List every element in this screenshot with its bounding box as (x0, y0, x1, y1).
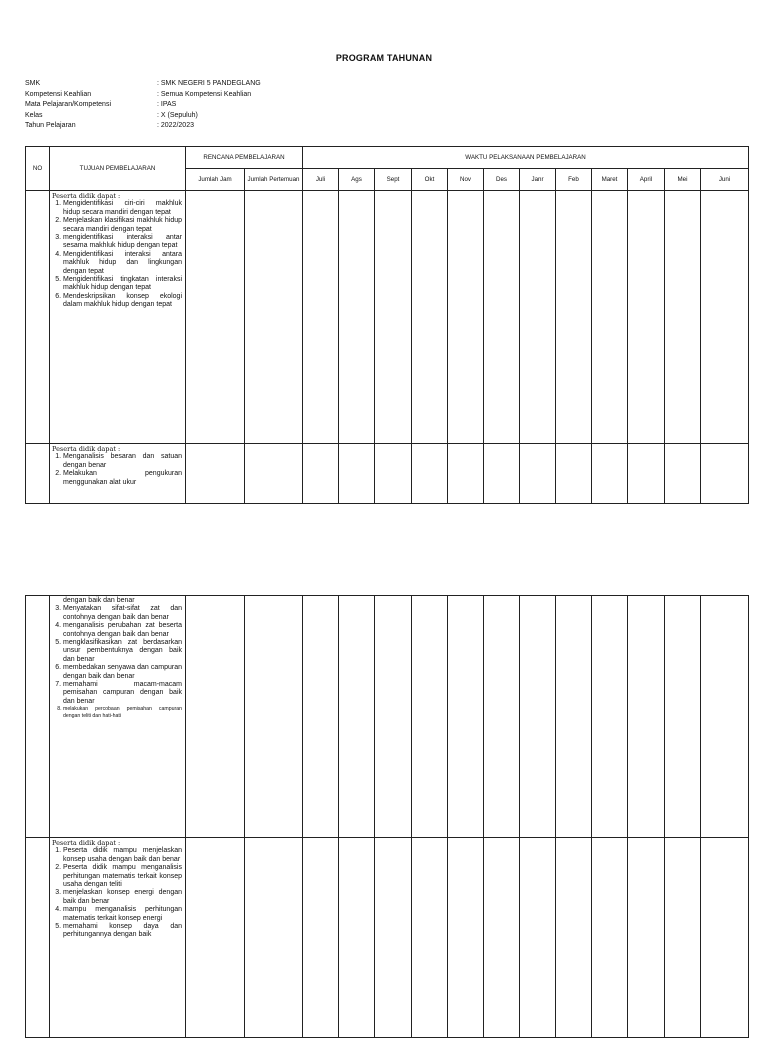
month-cell (628, 191, 665, 444)
month-cell (412, 191, 448, 444)
objective-item: 1. Peserta didik mampu menjelaskan konsep usaha dengan baik dan benar (63, 847, 182, 864)
objective-item: 6. Mendeskripsikan konsep ekologi dalam makhluk hidup dengan tepat (63, 293, 182, 310)
month-cell (628, 596, 665, 838)
plan-cell (186, 596, 245, 838)
month-cell (484, 191, 520, 444)
objectives-list (52, 847, 182, 939)
meta-row (25, 90, 261, 101)
month-cell (556, 838, 592, 1038)
header-month: Sept (375, 169, 412, 191)
month-cell (412, 444, 448, 504)
meta-value: : IPAS (157, 101, 177, 109)
objectives-lead: Peserta didik dapat : (52, 445, 121, 453)
meta-label: SMK (25, 80, 41, 87)
plan-cell (245, 444, 303, 504)
header-month: Juli (303, 169, 339, 191)
month-cell (701, 838, 749, 1038)
objective-item: 4. menganalisis perubahan zat beserta contohnya dengan baik dan benar (63, 622, 182, 639)
meta-value: : X (Sepuluh) (157, 111, 198, 119)
header-time: WAKTU PELAKSANAAN PEMBELAJARAN (303, 147, 749, 169)
objective-item: 3. Menyatakan sifat-sifat zat dan contohnya dengan baik dan benar (63, 605, 182, 622)
month-cell (665, 596, 701, 838)
month-cell (520, 596, 556, 838)
table-row (26, 596, 749, 838)
month-cell (339, 596, 375, 838)
plan-cell (186, 838, 245, 1038)
table-row (26, 191, 749, 444)
month-cell (701, 191, 749, 444)
meta-row (25, 79, 261, 90)
objective-item: 2. Peserta didik mampu menganalisis perhitungan matematis terkait konsep usaha dengan teliti (63, 864, 182, 889)
month-cell (412, 596, 448, 838)
month-cell (303, 444, 339, 504)
month-cell (448, 444, 484, 504)
objectives-continuation: dengan baik dan benar (63, 597, 135, 604)
header-no: NO (26, 147, 50, 191)
header-month: Okt (412, 169, 448, 191)
meta-value: : Semua Kompetensi Keahlian (157, 90, 252, 98)
header-month: Feb (556, 169, 592, 191)
annual-program-table (25, 146, 749, 504)
month-cell (448, 838, 484, 1038)
objectives-cell (50, 191, 186, 444)
month-cell (556, 444, 592, 504)
month-cell (339, 838, 375, 1038)
meta-row (25, 111, 261, 122)
month-cell (592, 191, 628, 444)
document-meta (25, 79, 261, 132)
objective-item: 4. Mengidentifikasi interaksi antara makhluk hidup dan lingkungan dengan tepat (63, 251, 182, 276)
objectives-lead: Peserta didik dapat : (52, 192, 121, 200)
objective-item: 6. membedakan senyawa dan campuran dengan baik dan benar (63, 664, 182, 681)
objective-item: 1. Mengidentifikasi ciri-ciri makhluk hidup secara mandiri dengan tepat (63, 200, 182, 217)
header-plan: RENCANA PEMBELAJARAN (186, 147, 303, 169)
header-month: Ags (339, 169, 375, 191)
month-cell (412, 838, 448, 1038)
objective-item: 3. mengidentifikasi interaksi antar sesama makhluk hidup dengan tepat (63, 234, 182, 251)
objective-item: 2. Melakukan pengukuran menggunakan alat ukur (63, 470, 182, 487)
header-month: Mei (665, 169, 701, 191)
header-month: Des (484, 169, 520, 191)
table-row (26, 444, 749, 504)
month-cell (484, 444, 520, 504)
plan-cell (245, 838, 303, 1038)
month-cell (556, 596, 592, 838)
month-cell (375, 191, 412, 444)
month-cell (665, 191, 701, 444)
meta-label: Tahun Pelajaran (25, 122, 76, 130)
annual-program-table-continued (25, 595, 749, 1038)
header-month: Juni (701, 169, 749, 191)
month-cell (665, 838, 701, 1038)
month-cell (520, 444, 556, 504)
meta-label: Mata Pelajaran/Kompetensi (25, 101, 111, 109)
meta-label: Kompetensi Keahlian (25, 90, 92, 98)
objectives-cell (50, 596, 186, 838)
month-cell (556, 191, 592, 444)
objective-item: 3. menjelaskan konsep energi dengan baik dan benar (63, 889, 182, 906)
objective-item: 4. mampu menganalisis perhitungan matematis terkait konsep energi (63, 906, 182, 923)
plan-cell (245, 596, 303, 838)
objective-item: 8. melakukan percobaan pemisahan campuran dengan teliti dan hati-hati (63, 706, 182, 719)
meta-value: : 2022/2023 (157, 122, 194, 130)
objectives-lead: Peserta didik dapat : (52, 839, 121, 847)
month-cell (448, 596, 484, 838)
month-cell (375, 596, 412, 838)
month-cell (303, 596, 339, 838)
month-cell (339, 444, 375, 504)
table-row (26, 838, 749, 1038)
header-jumlah-jam: Jumlah Jam (186, 169, 245, 191)
objectives-list (52, 200, 182, 309)
month-cell (592, 596, 628, 838)
month-cell (303, 838, 339, 1038)
header-month: Janr (520, 169, 556, 191)
month-cell (375, 838, 412, 1038)
objective-item: 5. memahami konsep daya dan perhitungannya dengan baik (63, 923, 182, 940)
objective-item: 5. mengklasifikasikan zat berdasarkan unsur pembentuknya dengan baik dan benar (63, 639, 182, 664)
month-cell (375, 444, 412, 504)
meta-label: Kelas (25, 111, 43, 119)
page-title: PROGRAM TAHUNAN (335, 53, 433, 63)
row-number-cell (26, 444, 50, 504)
objectives-cell (50, 444, 186, 504)
header-month: Maret (592, 169, 628, 191)
month-cell (628, 444, 665, 504)
month-cell (520, 191, 556, 444)
row-number-cell (26, 191, 50, 444)
month-cell (701, 444, 749, 504)
plan-cell (186, 191, 245, 444)
objective-item: 2. Menjelaskan klasifikasi makhluk hidup secara mandiri dengan tepat (63, 217, 182, 234)
header-objectives: TUJUAN PEMBELAJARAN (50, 147, 186, 191)
month-cell (701, 596, 749, 838)
objectives-cell (50, 838, 186, 1038)
month-cell (339, 191, 375, 444)
month-cell (520, 838, 556, 1038)
plan-cell (245, 191, 303, 444)
objective-item: 5. Mengidentifikasi tingkatan interaksi makhluk hidup dengan tepat (63, 276, 182, 293)
month-cell (484, 596, 520, 838)
header-month: April (628, 169, 665, 191)
month-cell (665, 444, 701, 504)
month-cell (628, 838, 665, 1038)
objectives-list (52, 453, 182, 487)
month-cell (448, 191, 484, 444)
month-cell (592, 444, 628, 504)
plan-cell (186, 444, 245, 504)
objective-item: 1. Menganalisis besaran dan satuan dengan benar (63, 453, 182, 470)
objective-item: 7. memahami macam-macam pemisahan campuran dengan baik dan benar (63, 681, 182, 706)
month-cell (484, 838, 520, 1038)
meta-value: : SMK NEGERI 5 PANDEGLANG (157, 80, 261, 87)
month-cell (303, 191, 339, 444)
meta-row (25, 100, 261, 111)
objectives-list (52, 605, 182, 719)
month-cell (592, 838, 628, 1038)
meta-row (25, 121, 261, 132)
row-number-cell (26, 838, 50, 1038)
header-jumlah-pertemuan: Jumlah Pertemuan (245, 169, 303, 191)
header-month: Nov (448, 169, 484, 191)
row-number-cell (26, 596, 50, 838)
